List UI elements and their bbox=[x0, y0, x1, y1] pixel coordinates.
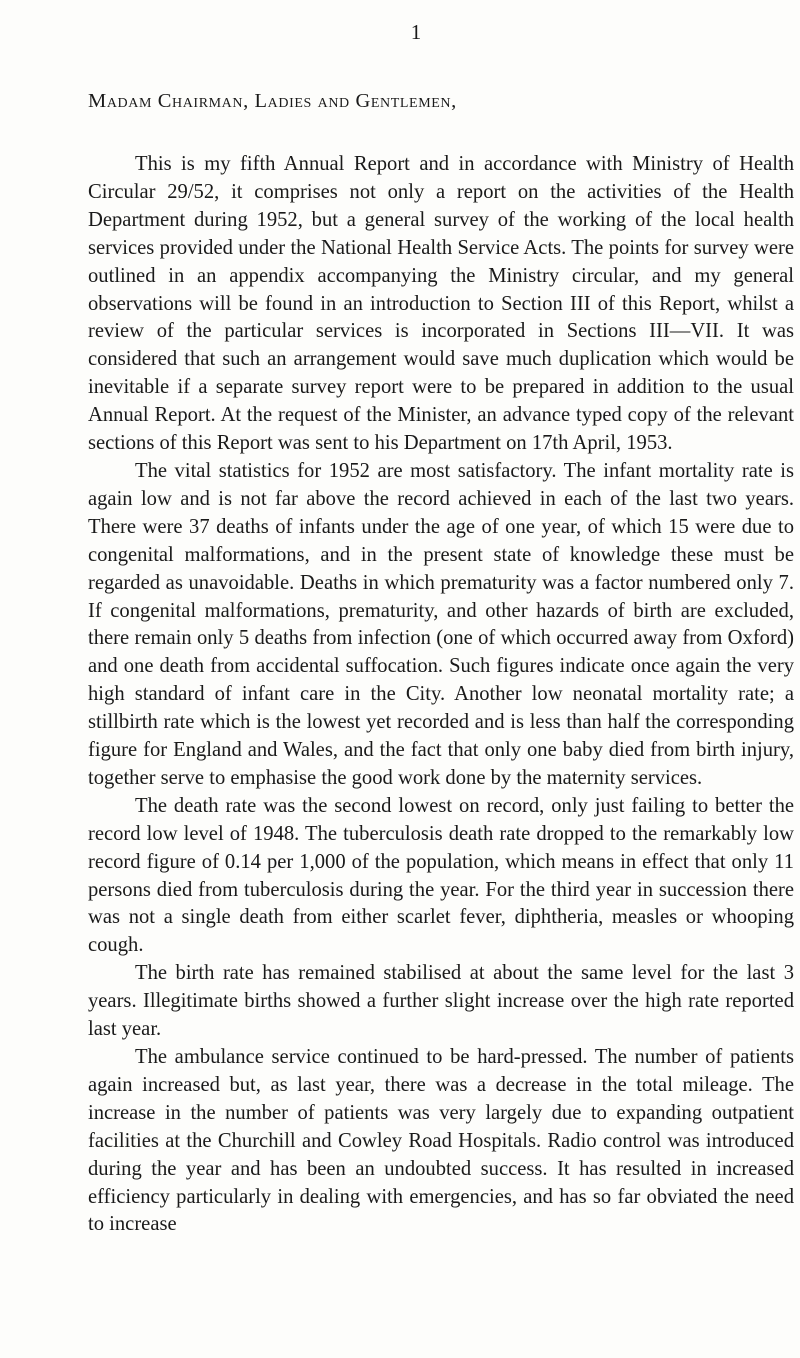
paragraph-birth-rate: The birth rate has remained stabilised at about the same level for the last 3 years. Illegitimate births showed a further slight increase over the high rate reported last year. bbox=[88, 962, 794, 1041]
salutation: Madam Chairman, Ladies and Gentlemen, bbox=[88, 90, 457, 112]
page-number: 1 bbox=[410, 20, 422, 44]
paragraph-vital-statistics: The vital statistics for 1952 are most satisfactory. The infant mortality rate is again low and is not far above the record achieved in each of the last two years. There were 37 deaths of infants under the age of one year, of which 15 were due to congenital malformations, and in the present state of knowledge these must be regarded as unavoidable. Deaths in which prematurity was a factor numbered only 7. If congenital malformations, prematurity, and other hazards of birth are excluded, there remain only 5 deaths from infection (one of which occurred away from Oxford) and one death from accidental suffocation. Such figures indicate once again the very high standard of infant care in the City. Another low neonatal mortality rate; a stillbirth rate which is the lowest yet recorded and is less than half the corresponding figure for England and Wales, and the fact that only one baby died from birth injury, together serve to emphasise the good work done by the maternity services. bbox=[88, 459, 794, 789]
paragraph-ambulance-service: The ambulance service continued to be hard-pressed. The number of patients again increased but, as last year, there was a decrease in the total mileage. The increase in the number of patients was very largely due to expanding outpatient facilities at the Churchill and Cowley Road Hospitals. Radio control was introduced during the year and has been an undoubted success. It has resulted in increased efficiency particularly in dealing with emergencies, and has so far obviated the need to increase bbox=[88, 1046, 794, 1236]
body-text bbox=[88, 151, 794, 1239]
paragraph-death-rate: The death rate was the second lowest on record, only just failing to better the record low level of 1948. The tuberculosis death rate dropped to the remarkably low record figure of 0.14 per 1,000 of the population, which means in effect that only 11 persons died from tuberculosis during the year. For the third year in succession there was not a single death from either scarlet fever, diphtheria, measles or whooping cough. bbox=[88, 794, 794, 957]
paragraph-report-intro: This is my fifth Annual Report and in accordance with Ministry of Health Circular 29/52, it comprises not only a report on the activities of the Health Department during 1952, but a general survey of the working of the local health services provided under the National Health Service Acts. The points for survey were outlined in an appendix accompanying the Ministry circular, and my general observations will be found in an introduction to Section III of this Report, whilst a review of the particular services is incorporated in Sections III—VII. It was considered that such an arrangement would save much duplication which would be inevitable if a separate survey report were to be prepared in addition to the usual Annual Report. At the request of the Minister, an advance typed copy of the relevant sections of this Report was sent to his Department on 17th April, 1953. bbox=[88, 153, 794, 455]
